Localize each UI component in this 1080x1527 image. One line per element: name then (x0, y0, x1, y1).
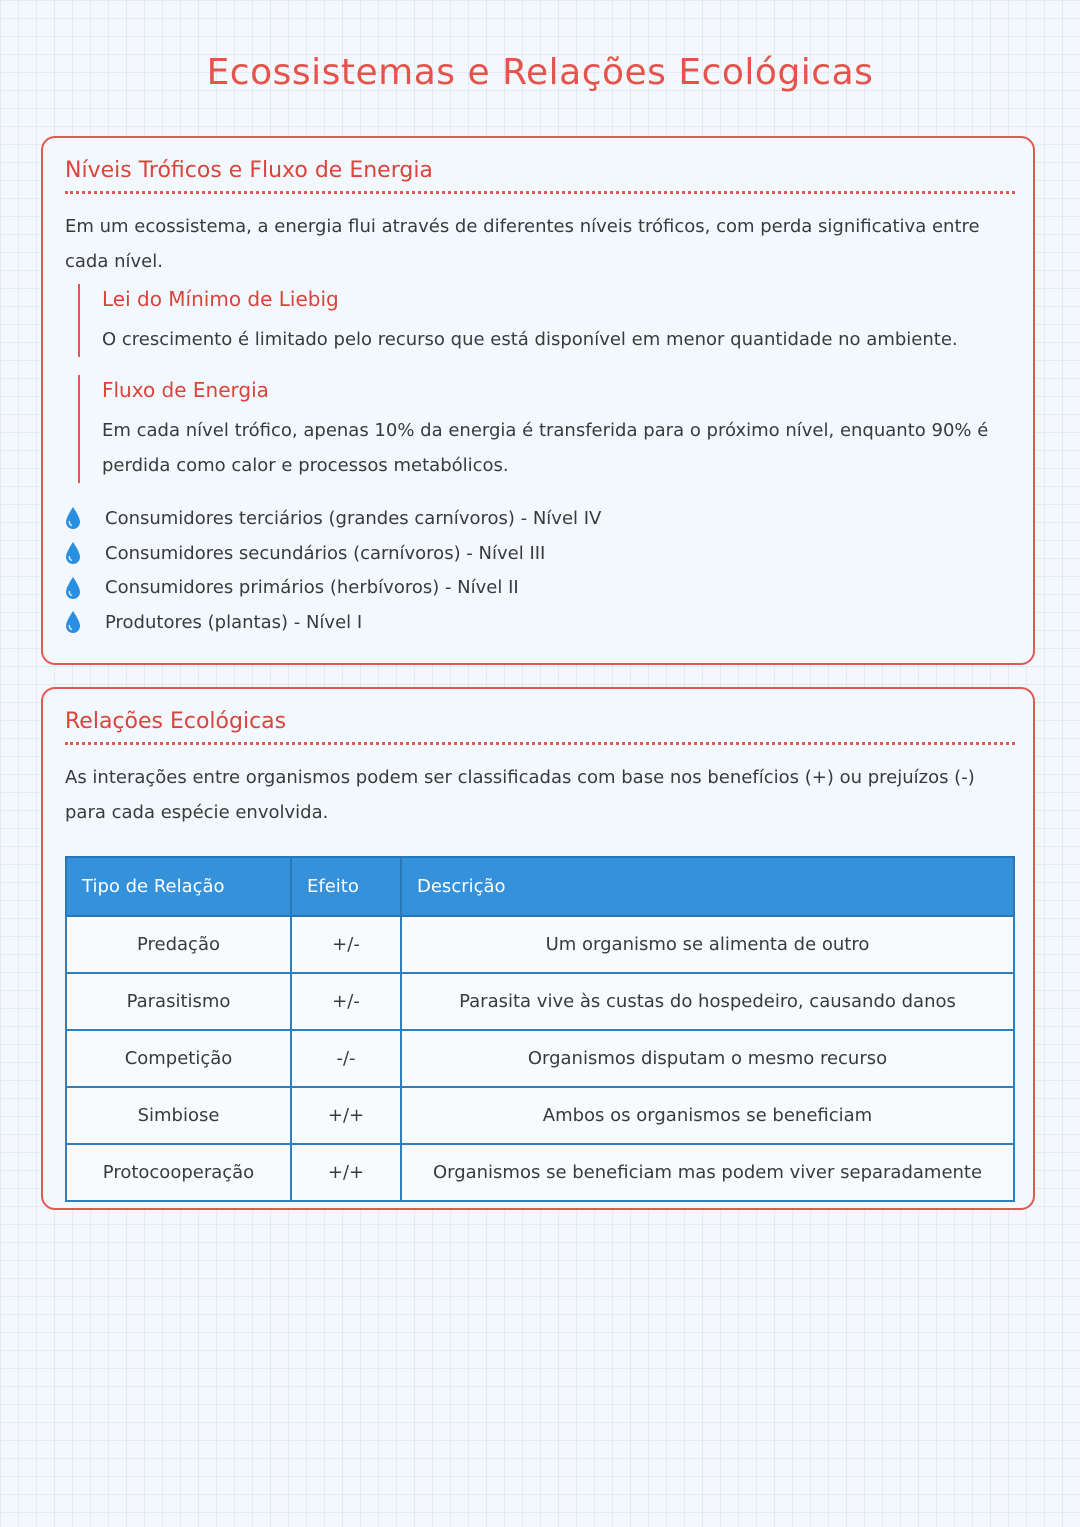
water-drop-icon (65, 576, 81, 600)
trophic-level-list (65, 501, 601, 640)
effect-cell: +/+ (291, 1144, 401, 1201)
energy-flow-text: Em cada nível trófico, apenas 10% da energia é transferida para o próximo nível, enquanto 90% é perdida como calor e processos metabólicos. (102, 420, 989, 476)
table-row (66, 1087, 1014, 1144)
description-cell: Ambos os organismos se beneficiam (401, 1087, 1014, 1144)
water-drop-icon (65, 610, 81, 634)
relations-table (65, 856, 1015, 1202)
section-intro: Em um ecossistema, a energia flui através de diferentes níveis tróficos, com perda significativa entre cada nível. (65, 216, 980, 272)
relations-table-wrapper (65, 856, 1015, 1202)
section-title: Níveis Tróficos e Fluxo de Energia (65, 158, 1015, 194)
effect-cell: +/- (291, 973, 401, 1030)
relation-type-cell: Simbiose (66, 1087, 291, 1144)
page-title: Ecossistemas e Relações Ecológicas (206, 52, 874, 93)
energy-flow-block (78, 375, 1022, 483)
water-drop-icon (65, 506, 81, 530)
header-effect: Efeito (291, 857, 401, 916)
list-item (65, 605, 601, 640)
liebig-law-block (78, 284, 1022, 357)
description-cell: Organismos se beneficiam mas podem viver separadamente (401, 1144, 1014, 1201)
relation-type-cell: Parasitismo (66, 973, 291, 1030)
description-cell: Parasita vive às custas do hospedeiro, causando danos (401, 973, 1014, 1030)
section-title: Relações Ecológicas (65, 709, 1015, 745)
table-header-row (66, 857, 1014, 916)
table-row (66, 1144, 1014, 1201)
description-cell: Organismos disputam o mesmo recurso (401, 1030, 1014, 1087)
relation-type-cell: Predação (66, 916, 291, 973)
trophic-level-label: Consumidores terciários (grandes carnívoros) - Nível IV (105, 507, 602, 529)
effect-cell: +/- (291, 916, 401, 973)
liebig-law-text: O crescimento é limitado pelo recurso que está disponível em menor quantidade no ambiente. (102, 329, 958, 350)
table-row (66, 973, 1014, 1030)
header-relation-type: Tipo de Relação (66, 857, 291, 916)
liebig-law-title: Lei do Mínimo de Liebig (102, 287, 339, 311)
water-drop-icon (65, 541, 81, 565)
energy-flow-title: Fluxo de Energia (102, 378, 269, 402)
table-row (66, 916, 1014, 973)
effect-cell: +/+ (291, 1087, 401, 1144)
trophic-level-label: Consumidores secundários (carnívoros) - Nível III (105, 542, 546, 564)
table-row (66, 1030, 1014, 1087)
trophic-level-label: Produtores (plantas) - Nível I (105, 611, 363, 633)
ecological-relations-card (41, 687, 1035, 1210)
list-item (65, 501, 601, 536)
list-item (65, 570, 601, 605)
section-intro: As interações entre organismos podem ser classificadas com base nos benefícios (+) ou prejuízos (-) para cada espécie envolvida. (65, 767, 975, 823)
trophic-levels-card (41, 136, 1035, 665)
relation-type-cell: Protocooperação (66, 1144, 291, 1201)
list-item (65, 536, 601, 571)
description-cell: Um organismo se alimenta de outro (401, 916, 1014, 973)
relation-type-cell: Competição (66, 1030, 291, 1087)
effect-cell: -/- (291, 1030, 401, 1087)
trophic-level-label: Consumidores primários (herbívoros) - Nível II (105, 577, 519, 599)
header-description: Descrição (401, 857, 1014, 916)
